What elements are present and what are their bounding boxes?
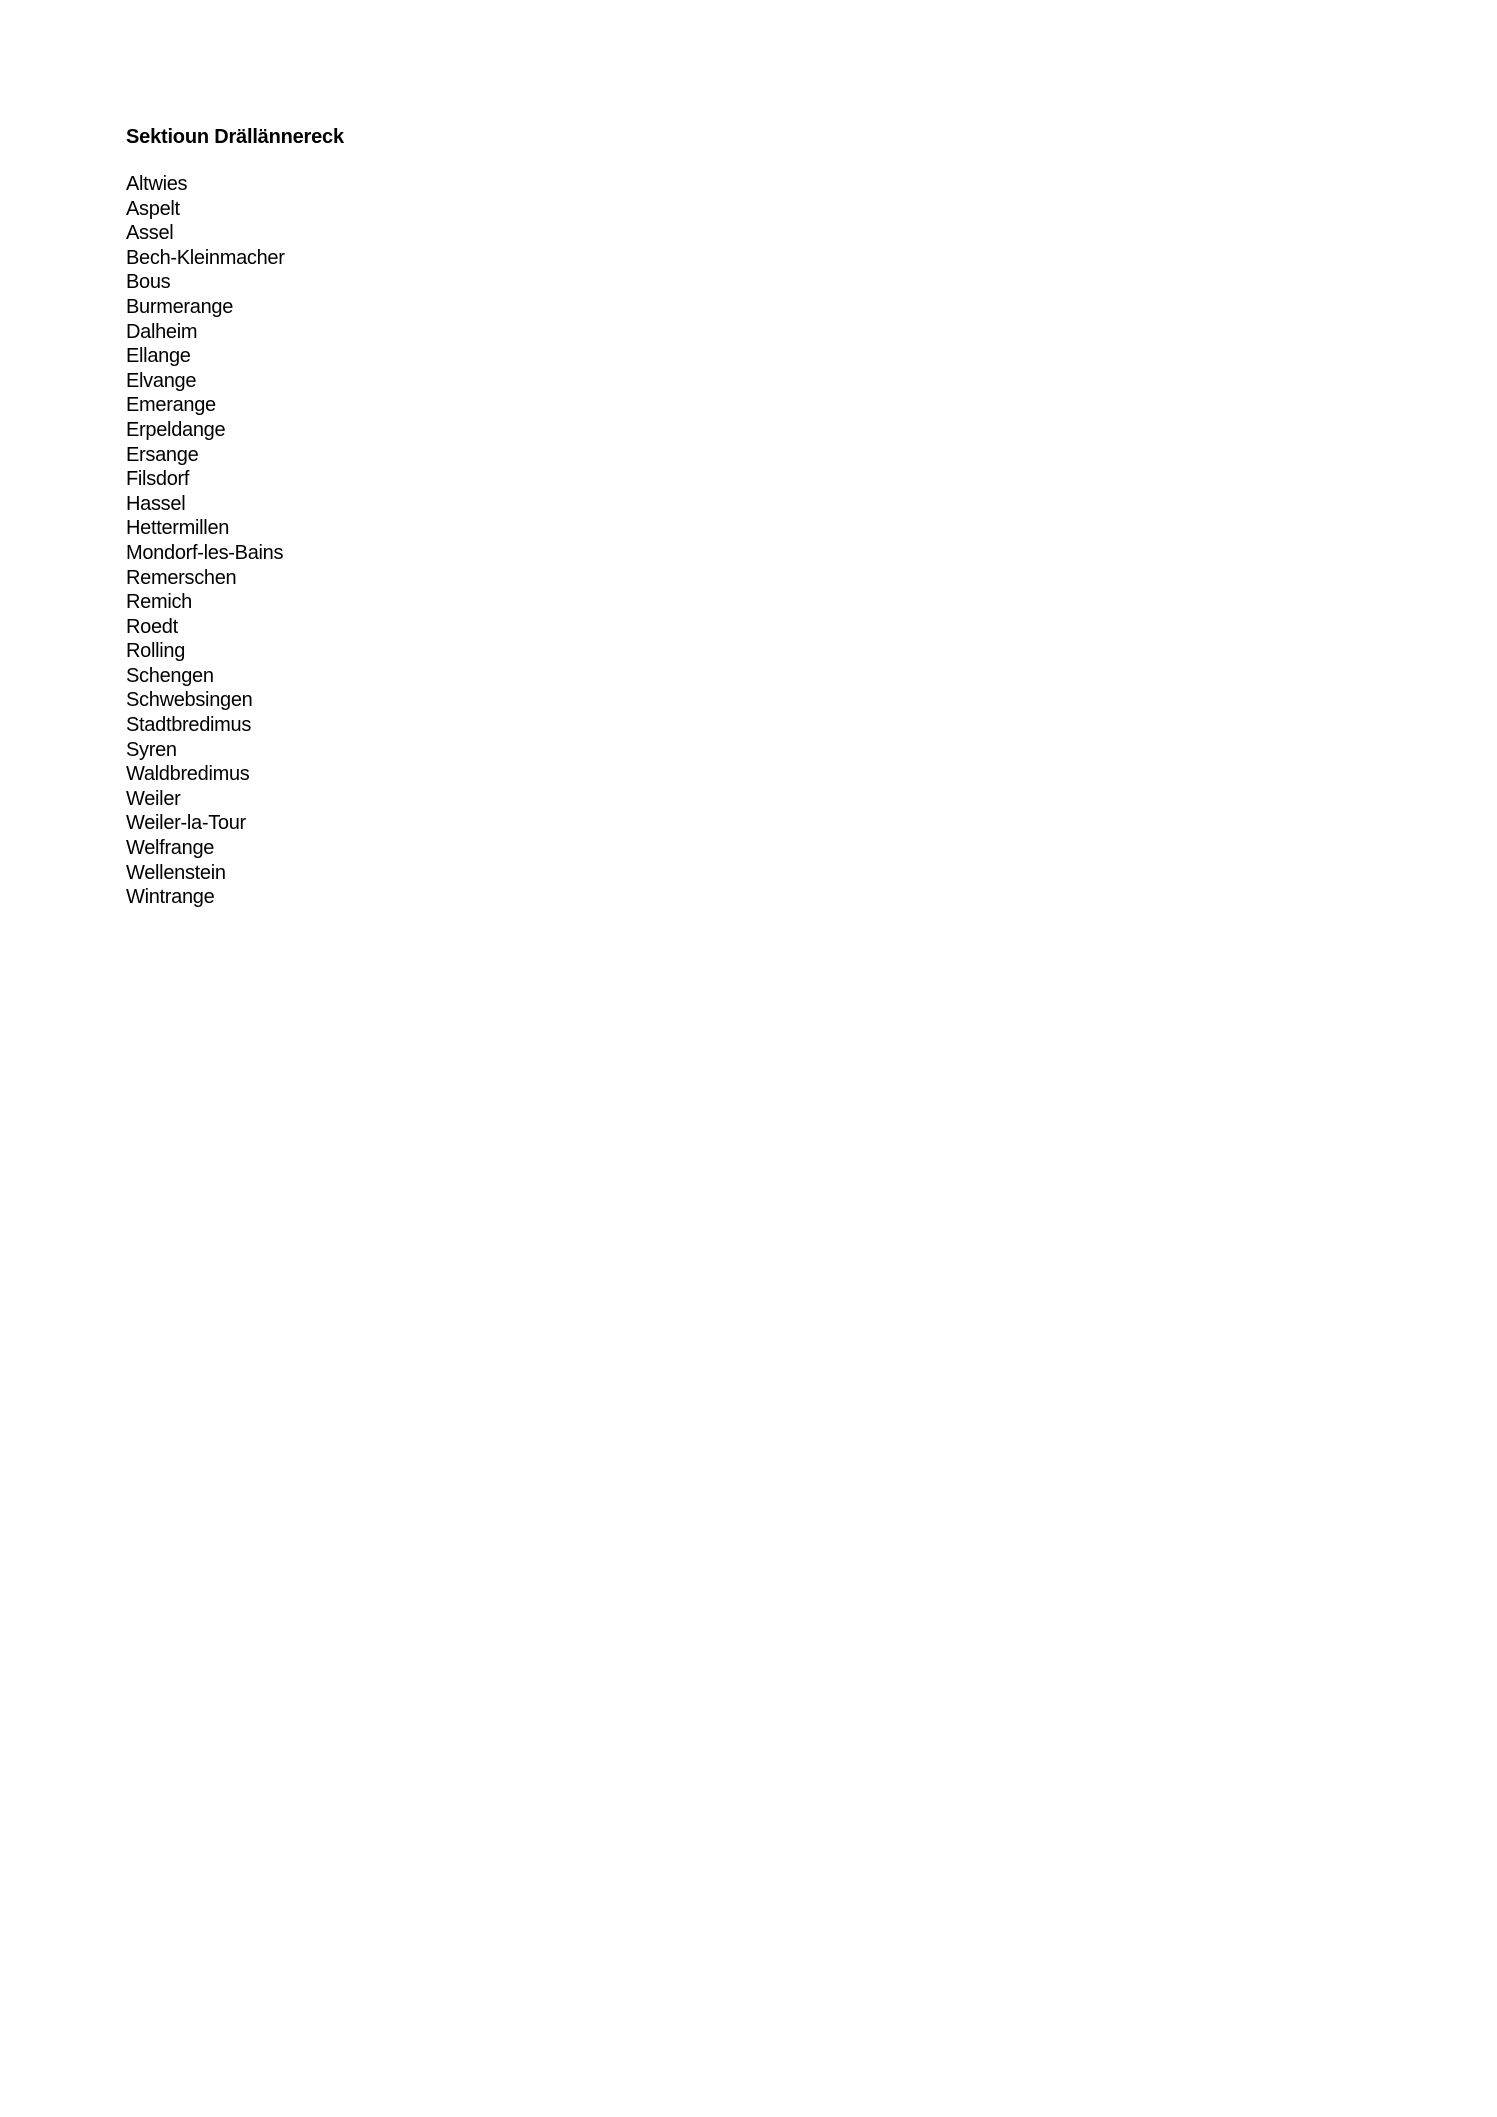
place-item: Altwies bbox=[126, 173, 188, 195]
place-item: Bous bbox=[126, 271, 171, 294]
place-item: Hassel bbox=[126, 492, 186, 515]
place-item: Roedt bbox=[126, 615, 178, 638]
place-item: Welfrange bbox=[126, 837, 215, 860]
place-list bbox=[126, 172, 826, 910]
place-item: Waldbredimus bbox=[126, 763, 250, 786]
place-item: Remerschen bbox=[126, 566, 237, 589]
place-item: Syren bbox=[126, 738, 177, 761]
place-item: Filsdorf bbox=[126, 468, 190, 491]
place-item: Emerange bbox=[126, 394, 216, 417]
place-item: Hettermillen bbox=[126, 517, 230, 540]
place-item: Aspelt bbox=[126, 197, 180, 220]
place-item: Weiler bbox=[126, 787, 181, 810]
place-item: Elvange bbox=[126, 369, 197, 392]
place-item: Mondorf-les-Bains bbox=[126, 541, 284, 564]
place-item: Erpeldange bbox=[126, 418, 226, 441]
place-item: Ersange bbox=[126, 443, 199, 466]
place-item: Ellange bbox=[126, 345, 191, 368]
place-item: Schengen bbox=[126, 664, 214, 687]
section-title: Sektioun Drällännereck bbox=[126, 126, 344, 148]
place-item: Dalheim bbox=[126, 320, 198, 343]
place-item: Bech-Kleinmacher bbox=[126, 246, 285, 269]
document-content bbox=[126, 124, 826, 910]
place-item: Wintrange bbox=[126, 886, 215, 909]
place-item: Burmerange bbox=[126, 295, 234, 318]
place-item: Assel bbox=[126, 222, 174, 245]
place-item: Rolling bbox=[126, 640, 186, 663]
place-item: Remich bbox=[126, 591, 192, 614]
place-item: Stadtbredimus bbox=[126, 714, 252, 737]
place-item: Schwebsingen bbox=[126, 689, 253, 712]
place-item: Weiler-la-Tour bbox=[126, 812, 246, 835]
place-item: Wellenstein bbox=[126, 861, 226, 884]
